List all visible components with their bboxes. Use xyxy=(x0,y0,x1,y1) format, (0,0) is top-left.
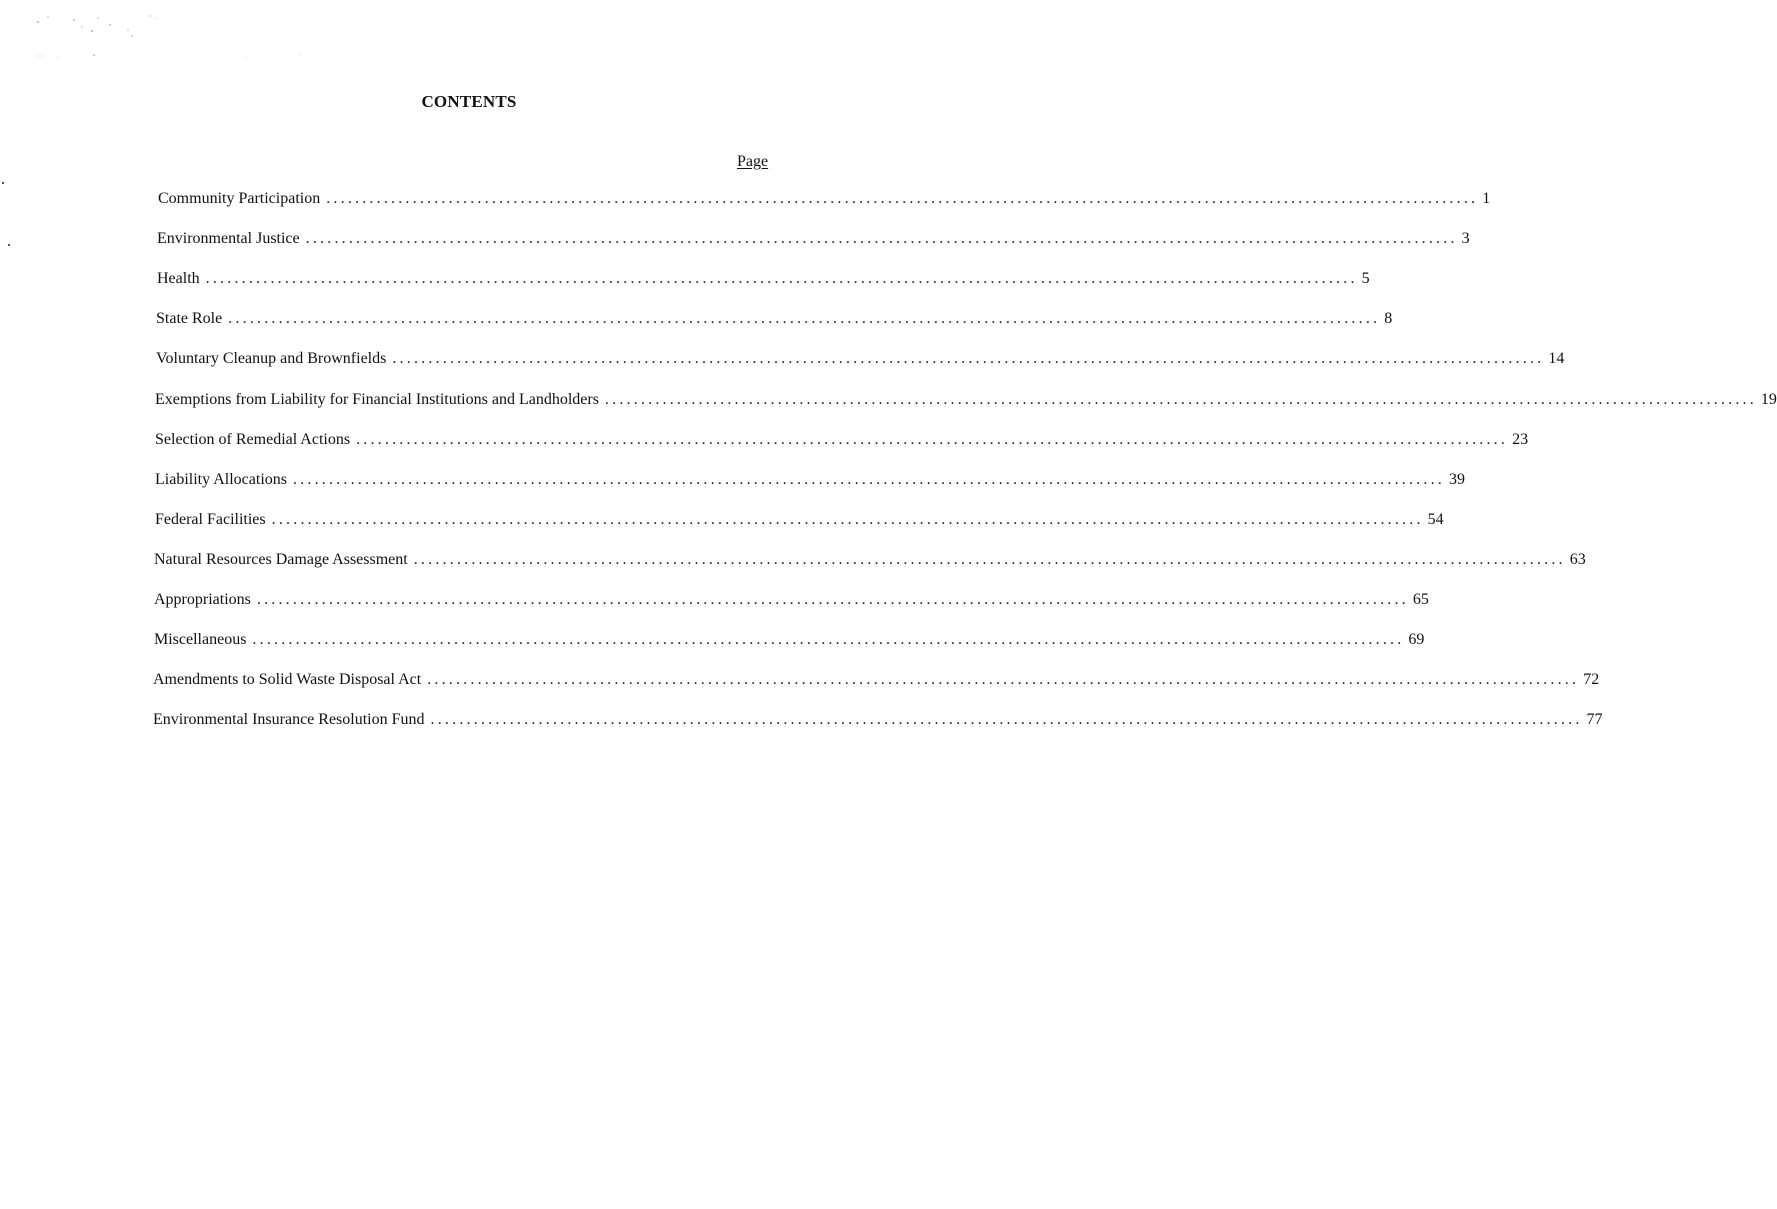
toc-entry-page-number: 3 xyxy=(1461,230,1470,247)
scan-noise-specks xyxy=(0,0,320,70)
toc-entry-page-number: 14 xyxy=(1548,350,1565,367)
toc-entry-title: Appropriations xyxy=(154,591,251,608)
toc-entry-title: Liability Allocations xyxy=(155,471,287,488)
toc-entry-title: Environmental Justice xyxy=(157,230,300,247)
toc-entry xyxy=(154,591,1429,615)
toc-dot-leader: ................................................................................................................................................................ xyxy=(430,711,1583,728)
toc-entry-page-number: 72 xyxy=(1583,671,1600,688)
toc-entry-title: Natural Resources Damage Assessment xyxy=(154,551,408,568)
toc-dot-leader: ................................................................................................................................................................ xyxy=(228,310,1381,327)
toc-entry xyxy=(155,511,1444,535)
toc-entry xyxy=(154,551,1586,575)
toc-entry xyxy=(153,671,1600,695)
toc-entry-title: Health xyxy=(157,270,200,287)
toc-dot-leader: ................................................................................................................................................................ xyxy=(326,190,1479,207)
toc-entry-page-number: 8 xyxy=(1384,310,1393,327)
scan-edge-mark xyxy=(2,182,4,184)
page-title: CONTENTS xyxy=(421,92,517,111)
toc-dot-leader: ................................................................................................................................................................ xyxy=(256,591,1409,608)
toc-entry xyxy=(155,431,1529,455)
toc-entry xyxy=(156,350,1565,374)
toc-entry-title: Selection of Remedial Actions xyxy=(155,431,351,448)
toc-entry-title: Miscellaneous xyxy=(154,631,247,648)
toc-entry-page-number: 19 xyxy=(1760,391,1777,408)
toc-entry xyxy=(157,230,1470,254)
toc-entry-page-number: 5 xyxy=(1361,270,1370,287)
toc-dot-leader: ................................................................................................................................................................ xyxy=(271,511,1424,528)
toc-entry xyxy=(153,711,1603,735)
toc-entry-title: Amendments to Solid Waste Disposal Act xyxy=(153,671,422,688)
page-column-heading: Page xyxy=(737,153,769,170)
toc-entry-page-number: 65 xyxy=(1412,591,1429,608)
toc-dot-leader: ................................................................................................................................................................ xyxy=(305,230,1458,247)
toc-entry-title: Federal Facilities xyxy=(155,511,266,528)
toc-dot-leader: ................................................................................................................................................................ xyxy=(427,671,1580,688)
toc-entry xyxy=(157,270,1370,294)
toc-dot-leader: ................................................................................................................................................................ xyxy=(292,471,1445,488)
toc-entry xyxy=(156,310,1393,334)
toc-entry xyxy=(154,631,1425,655)
toc-entry-page-number: 23 xyxy=(1512,431,1529,448)
toc-entry-title: Voluntary Cleanup and Brownfields xyxy=(156,350,387,367)
toc-entry-title: Community Participation xyxy=(158,190,321,207)
toc-entry-page-number: 77 xyxy=(1586,711,1603,728)
toc-dot-leader: ................................................................................................................................................................ xyxy=(392,350,1545,367)
toc-dot-leader: ................................................................................................................................................................ xyxy=(252,631,1405,648)
toc-dot-leader: ................................................................................................................................................................ xyxy=(604,391,1757,408)
toc-entry-page-number: 63 xyxy=(1569,551,1586,568)
toc-entry-page-number: 54 xyxy=(1427,511,1444,528)
toc-entry-page-number: 39 xyxy=(1448,471,1465,488)
toc-entry-title: Exemptions from Liability for Financial Institutions and Landholders xyxy=(155,391,599,408)
toc-entry-page-number: 69 xyxy=(1408,631,1425,648)
scan-edge-mark xyxy=(8,244,10,246)
toc-entry-title: State Role xyxy=(156,310,223,327)
toc-entry-title: Environmental Insurance Resolution Fund xyxy=(153,711,425,728)
toc-dot-leader: ................................................................................................................................................................ xyxy=(413,551,1566,568)
toc-dot-leader: ................................................................................................................................................................ xyxy=(356,431,1509,448)
toc-entry xyxy=(155,391,1777,415)
toc-dot-leader: ................................................................................................................................................................ xyxy=(205,270,1358,287)
toc-entry xyxy=(155,471,1465,495)
toc-entry xyxy=(158,190,1491,214)
toc-entry-page-number: 1 xyxy=(1482,190,1491,207)
